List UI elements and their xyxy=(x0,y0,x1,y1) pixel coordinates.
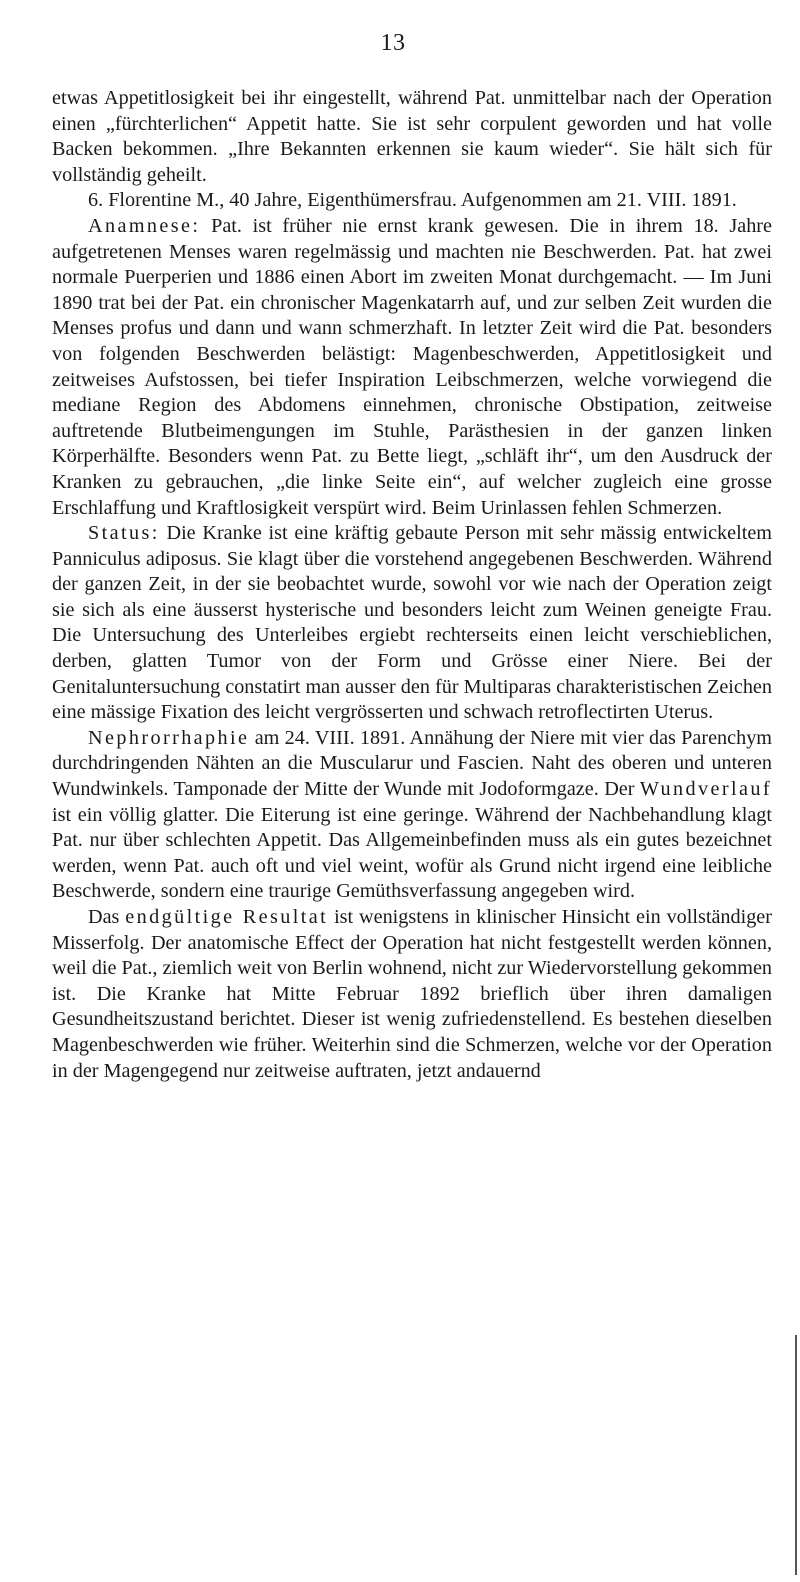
paragraph-text: Pat. ist früher nie ernst krank gewesen. Die in ihrem 18. Jahre aufgetretenen Menses waren regelmässig und machten nie Beschwerden. Pat. hat zwei normale Puerperien und 1886 einen Abort im zweiten Monat durchgemacht. — Im Juni 1890 trat bei der Pat. ein chronischer Magenkatarrh auf, und zur selben Zeit wurden die Menses profus und dann und wann schmerzhaft. In letzter Zeit wird die Pat. besonders von folgenden Beschwerden belästigt: Magenbeschwerden, Appetitlosigkeit und zeitweises Aufstossen, bei tiefer Inspiration Leibschmerzen, welche vorwiegend die mediane Region des Abdomens einnehmen, chronische Obstipation, zeitweise auftretende Blutbeimengungen im Stuhle, Parästhesien in der ganzen linken Körperhälfte. Besonders wenn Pat. zu Bette liegt, „schläft ihr“, um den Ausdruck der Kranken zu gebrauchen, „die linke Seite ein“, auf welcher zugleich eine grosse Erschlaffung und Kraftlosigkeit verspürt wird. Beim Urinlassen fehlen Schmerzen. xyxy=(52,214,772,519)
paragraph-continuation xyxy=(52,86,772,188)
paragraph-status xyxy=(52,521,772,726)
section-label-anamnese: Anamnese: xyxy=(88,214,201,237)
page-edge-line xyxy=(795,1335,797,1575)
paragraph-text: Das xyxy=(88,906,126,928)
paragraph-text: etwas Appetitlosigkeit bei ihr eingestellt, während Pat. unmittelbar nach der Operation einen „fürchterlichen“ Appetit hatte. Sie ist sehr corpulent geworden und hat volle Backen bekommen. „Ihre Bekannten erkennen sie kaum wieder“. Sie hält sich für vollständig geheilt. xyxy=(52,87,772,186)
page-number: 13 xyxy=(380,30,406,56)
paragraph-text: ist wenigstens in klinischer Hinsicht ein vollständiger Misserfolg. Der anatomische Effect der Operation hat nicht festgestellt werden können, weil die Pat., ziemlich weit von Berlin wohnend, nicht zur Wiedervorstellung gekommen ist. Die Kranke hat Mitte Februar 1892 brieflich über ihren damaligen Gesundheitszustand berichtet. Dieser ist wenig zufriedenstellend. Es bestehen dieselben Magenbeschwerden wie früher. Weiterhin sind die Schmerzen, welche vor der Operation in der Magengegend nur zeitweise auftraten, jetzt andauernd xyxy=(52,906,772,1082)
paragraph-case-heading xyxy=(52,188,772,214)
section-label-status: Status: xyxy=(88,522,160,545)
paragraph-text: Die Kranke ist eine kräftig gebaute Person mit sehr mässig entwickeltem Panniculus adiposus. Sie klagt über die vorstehend angegebenen Beschwerden. Während der ganzen Zeit, in der sie beobachtet wurde, sowohl vor wie nach der Operation zeigt sie sich als eine äusserst hysterische und besonders leicht zum Weinen geneigte Frau. Die Untersuchung des Unterleibes ergiebt rechterseits einen leicht verschieblichen, derben, glatten Tumor von der Form und Grösse einer Niere. Bei der Genitaluntersuchung constatirt man ausser den für Multiparas charakteristischen Zeichen eine mässige Fixation des leicht vergrösserten und schwach retroflectirten Uterus. xyxy=(52,522,772,724)
paragraph-text: am 24. VIII. 1891. Annähung der Niere mit vier das Parenchym durchdringenden Nähten an die Muscularur und Fascien. Naht des oberen und unteren Wundwinkels. Tamponade der Mitte der Wunde mit Jodoformgaze. Der xyxy=(52,726,772,801)
section-label-resultat: endgültige Resultat xyxy=(125,906,329,928)
paragraph-anamnese xyxy=(52,214,772,521)
paragraph-nephrorrhaphie xyxy=(52,726,772,905)
paragraph-text: 6. Florentine M., 40 Jahre, Eigenthümersfrau. Aufgenommen am 21. VIII. 1891. xyxy=(88,189,737,212)
section-label-nephrorrhaphie: Nephrorrhaphie xyxy=(88,726,250,749)
paragraph-text: ist ein völlig glatter. Die Eiterung ist eine geringe. Während der Nachbehandlung klagt Pat. nur über schlechten Appetit. Das Allgemeinbefinden muss als ein gutes bezeichnet werden, wenn Pat. auch oft und viel weint, wofür als Grund nicht irgend eine leibliche Beschwerde, sondern eine traurige Gemüthsverfassung angegeben wird. xyxy=(52,803,772,903)
section-label-wundverlauf: Wundverlauf xyxy=(639,778,772,801)
page-body xyxy=(52,86,772,1084)
paragraph-resultat xyxy=(52,905,772,1084)
